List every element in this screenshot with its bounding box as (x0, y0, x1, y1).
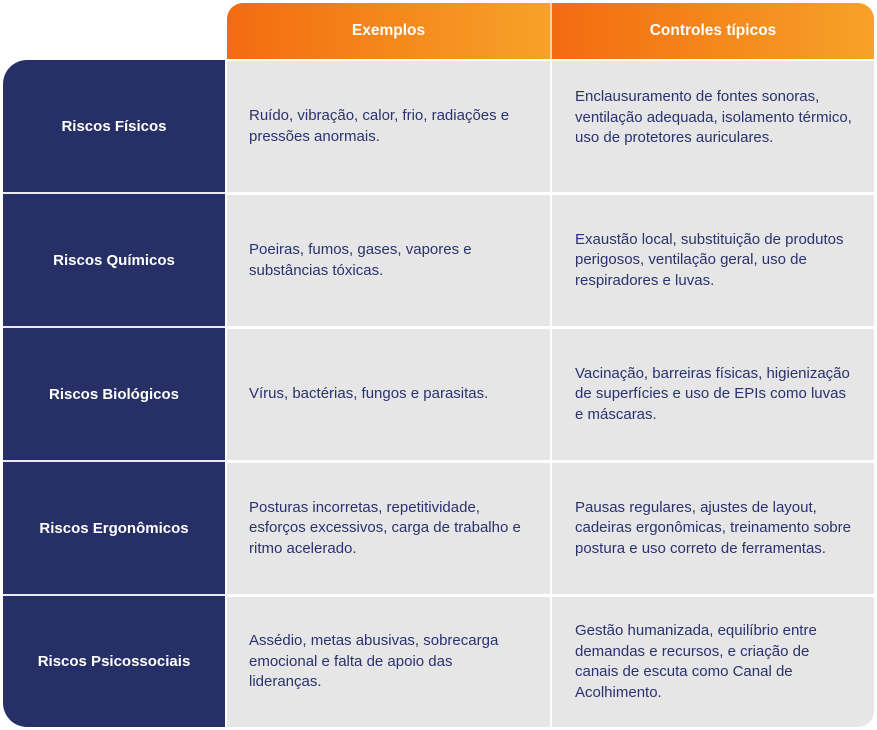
cell-text: Assédio, metas abusivas, sobrecarga emocional e falta de apoio das lideranças. (249, 632, 499, 691)
cell-controles-biologicos (552, 329, 874, 460)
cell-text: Gestão humanizada, equilíbrio entre demandas e recursos, e criação de canais de escuta como Canal de Acolhimento. (575, 622, 817, 701)
cell-text: Vírus, bactérias, fungos e parasitas. (249, 385, 489, 403)
row-label-fisicos: Riscos Físicos (61, 117, 167, 135)
row-labels-column (3, 60, 225, 727)
header-exemplos (227, 3, 550, 59)
cell-controles-quimicos (552, 195, 874, 326)
cell-exemplos-ergonomicos (227, 463, 550, 594)
row-label-ergonomicos: Riscos Ergonômicos (39, 519, 189, 537)
cell-exemplos-biologicos (227, 329, 550, 460)
cell-exemplos-quimicos (227, 195, 550, 326)
header-controles-label: Controles típicos (649, 22, 777, 39)
cell-text: Pausas regulares, ajustes de layout, cadeiras ergonômicas, treinamento sobre postura e uso correto de ferramentas. (575, 498, 851, 557)
cell-exemplos-fisicos (227, 61, 550, 192)
cell-text: Ruído, vibração, calor, frio, radiações e pressões anormais. (249, 107, 510, 145)
cell-text: Exaustão local, substituição de produtos perigosos, ventilação geral, uso de respiradores e luvas. (575, 230, 844, 289)
row-label-biologicos: Riscos Biológicos (48, 385, 180, 403)
cell-text: Poeiras, fumos, gases, vapores e substâncias tóxicas. (249, 241, 472, 279)
row-label-psicossociais: Riscos Psicossociais (37, 653, 191, 670)
header-exemplos-label: Exemplos (351, 22, 426, 39)
cell-text: Vacinação, barreiras físicas, higienização de superfícies e uso de EPIs como luvas e máscaras. (575, 364, 850, 423)
header-controles (552, 3, 874, 59)
row-label-quimicos: Riscos Químicos (53, 251, 175, 269)
cell-text: Posturas incorretas, repetitividade, esforços excessivos, carga de trabalho e ritmo acelerado. (249, 498, 521, 557)
cell-text: Enclausuramento de fontes sonoras, ventilação adequada, isolamento térmico, uso de protetores auriculares. (575, 88, 852, 146)
cell-controles-ergonomicos (552, 463, 874, 594)
cell-exemplos-psicossociais (227, 597, 550, 727)
cell-controles-fisicos (552, 61, 874, 192)
cell-controles-psicossociais (552, 597, 874, 727)
